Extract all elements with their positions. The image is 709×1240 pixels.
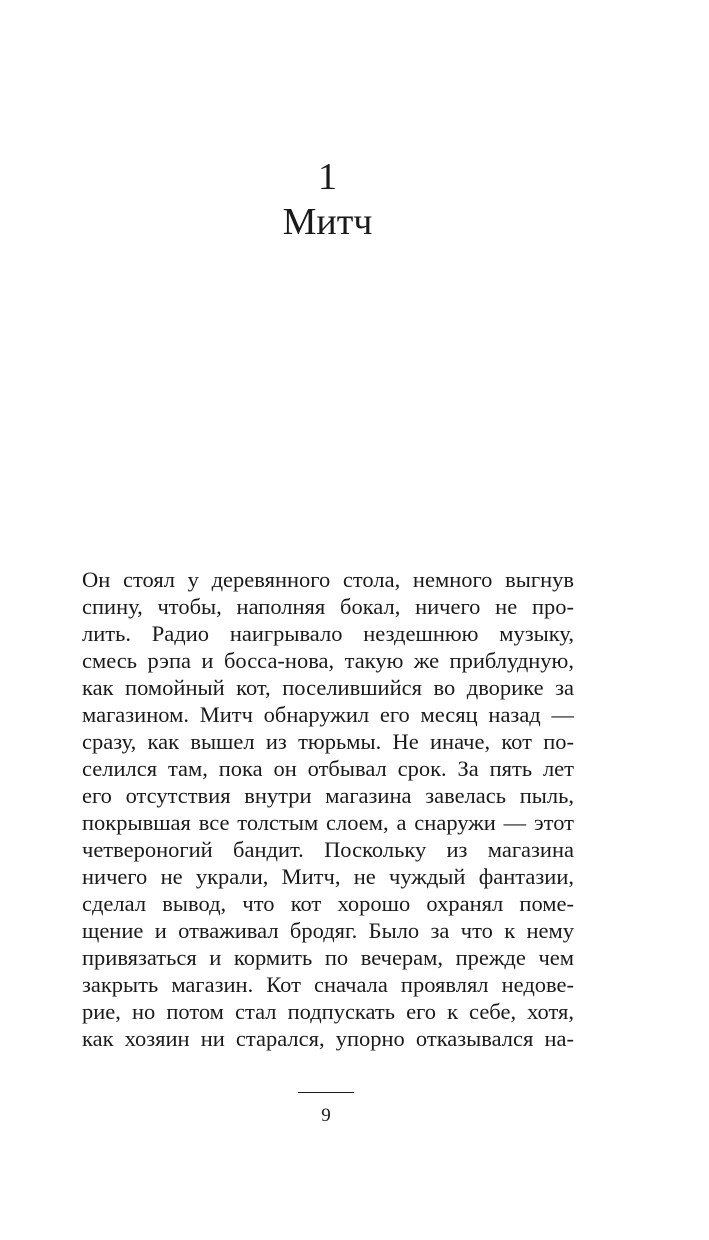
text-line: сделал вывод, что кот хорошо охранял поме-: [82, 891, 574, 916]
chapter-title: Митч: [282, 201, 373, 243]
text-line: магазином. Митч обнаружил его месяц назад —: [82, 702, 574, 727]
text-line: привязаться и кормить по вечерам, прежде чем: [82, 945, 574, 970]
chapter-number: 1: [318, 156, 337, 198]
text-line: сразу, как вышел из тюрьмы. Не иначе, кот по-: [82, 729, 574, 754]
text-line: щение и отваживал бродяг. Было за что к нему: [82, 918, 574, 943]
footer-rule: [298, 1092, 354, 1093]
text-line: как помойный кот, поселившийся во дворике за: [82, 675, 574, 700]
page-number: 9: [321, 1105, 331, 1126]
text-line: рие, но потом стал подпускать его к себе, хотя,: [82, 999, 574, 1024]
text-line: закрыть магазин. Кот сначала проявлял недове-: [82, 972, 574, 997]
text-line: его отсутствия внутри магазина завелась пыль,: [82, 783, 574, 808]
text-line: покрывшая все толстым слоем, а снаружи — этот: [82, 810, 574, 835]
text-line: селился там, пока он отбывал срок. За пять лет: [82, 756, 574, 781]
text-line: лить. Радио наигрывало нездешнюю музыку,: [82, 621, 574, 646]
text-line: смесь рэпа и босса-нова, такую же приблудную,: [82, 648, 574, 673]
text-line: как хозяин ни старался, упорно отказывался на-: [82, 1026, 574, 1051]
text-line: Он стоял у деревянного стола, немного выгнув: [82, 567, 574, 592]
text-line: спину, чтобы, наполняя бокал, ничего не про-: [82, 594, 574, 619]
text-line: ничего не украли, Митч, не чуждый фантазии,: [82, 864, 574, 889]
body-text: [82, 566, 574, 1052]
text-line: четвероногий бандит. Поскольку из магазина: [82, 837, 574, 862]
